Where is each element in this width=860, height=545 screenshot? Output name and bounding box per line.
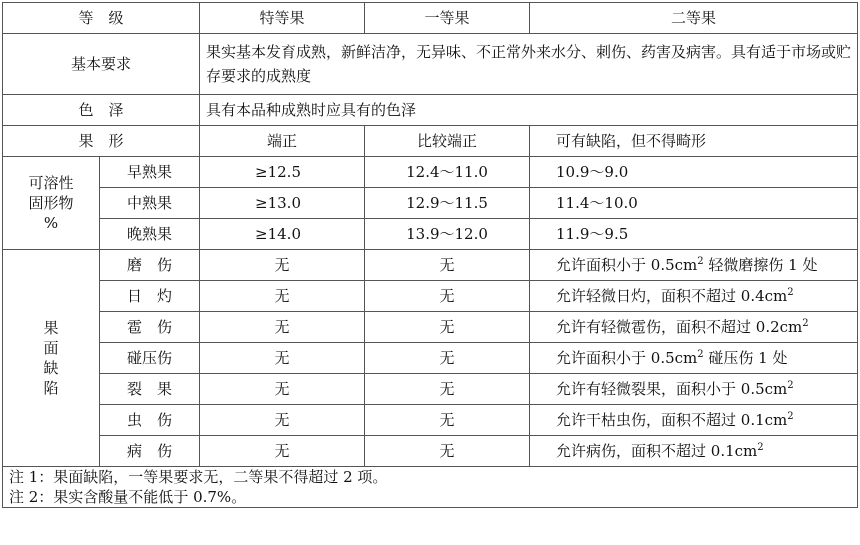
- shape-row: [3, 126, 858, 157]
- defects-label-char: 面: [43, 339, 59, 357]
- defect-name: 磨 伤: [100, 250, 200, 281]
- defects-label-char: 果: [43, 319, 59, 337]
- defect-special: 无: [200, 436, 365, 467]
- soluble-second: 11.4～10.0: [530, 188, 858, 219]
- defect-second: 允许病伤，面积不超过 $0.1cm^2$: [530, 436, 858, 467]
- soluble-first: 13.9～12.0: [365, 219, 530, 250]
- soluble-special: ≥14.0: [200, 219, 365, 250]
- soluble-row: [3, 219, 858, 250]
- defect-first: 无: [365, 281, 530, 312]
- soluble-row: [3, 157, 858, 188]
- defect-special: 无: [200, 250, 365, 281]
- defect-special: 无: [200, 312, 365, 343]
- defect-row: [3, 312, 858, 343]
- soluble-row: [3, 188, 858, 219]
- soluble-label-line1: 可溶性: [28, 174, 74, 192]
- shape-first: 比较端正: [365, 126, 530, 157]
- defect-row: [3, 250, 858, 281]
- defect-second: 允许有轻微裂果，面积小于 $0.5cm^2$: [530, 374, 858, 405]
- grade-table: [2, 2, 858, 508]
- basic-requirement-text: 果实基本发育成熟，新鲜洁净，无异味、不正常外来水分、刺伤、药害及病害。具有适于市场或贮存要求的成熟度: [200, 34, 858, 95]
- notes-row: [3, 467, 858, 508]
- shape-special: 端正: [200, 126, 365, 157]
- defect-second: 允许有轻微雹伤，面积不超过 $0.2cm^2$: [530, 312, 858, 343]
- shape-second: 可有缺陷，但不得畸形: [530, 126, 858, 157]
- defect-row: [3, 405, 858, 436]
- soluble-name: 晚熟果: [100, 219, 200, 250]
- defect-name: 雹 伤: [100, 312, 200, 343]
- defect-second: 允许面积小于 $0.5cm^2$ 碰压伤 1 处: [530, 343, 858, 374]
- header-row: [3, 3, 858, 34]
- defect-first: 无: [365, 343, 530, 374]
- basic-requirement-label: 基本要求: [3, 34, 200, 95]
- defect-first: 无: [365, 436, 530, 467]
- soluble-special: ≥12.5: [200, 157, 365, 188]
- soluble-first: 12.9～11.5: [365, 188, 530, 219]
- soluble-special: ≥13.0: [200, 188, 365, 219]
- defect-name: 病 伤: [100, 436, 200, 467]
- note-2: 注 2：果实含酸量不能低于 0.7%。: [9, 488, 247, 506]
- defects-label-char: 缺: [43, 359, 59, 377]
- soluble-second: 10.9～9.0: [530, 157, 858, 188]
- note-1: 注 1：果面缺陷，一等果要求无，二等果不得超过 2 项。: [9, 468, 388, 486]
- defect-row: [3, 374, 858, 405]
- header-first-grade: 一等果: [365, 3, 530, 34]
- defect-special: 无: [200, 281, 365, 312]
- defect-name: 裂 果: [100, 374, 200, 405]
- defects-label-char: 陷: [43, 379, 59, 397]
- defect-special: 无: [200, 405, 365, 436]
- defect-second: 允许干枯虫伤，面积不超过 $0.1cm^2$: [530, 405, 858, 436]
- shape-label: 果 形: [3, 126, 200, 157]
- defect-row: [3, 436, 858, 467]
- soluble-label-line3: %: [43, 214, 59, 232]
- soluble-second: 11.9～9.5: [530, 219, 858, 250]
- surface-defects-label: [3, 250, 100, 467]
- color-row: [3, 95, 858, 126]
- soluble-label-line2: 固形物: [28, 194, 74, 212]
- color-label: 色 泽: [3, 95, 200, 126]
- soluble-name: 早熟果: [100, 157, 200, 188]
- defect-first: 无: [365, 312, 530, 343]
- defect-first: 无: [365, 374, 530, 405]
- basic-requirement-row: [3, 34, 858, 95]
- notes-cell: [3, 467, 858, 508]
- defect-special: 无: [200, 374, 365, 405]
- defect-second: 允许面积小于 $0.5cm^2$ 轻微磨擦伤 1 处: [530, 250, 858, 281]
- color-text: 具有本品种成熟时应具有的色泽: [200, 95, 858, 126]
- grade-standard-document: [2, 2, 857, 542]
- header-special-grade: 特等果: [200, 3, 365, 34]
- header-grade: 等 级: [3, 3, 200, 34]
- defect-first: 无: [365, 405, 530, 436]
- defect-first: 无: [365, 250, 530, 281]
- soluble-name: 中熟果: [100, 188, 200, 219]
- defect-name: 碰压伤: [100, 343, 200, 374]
- defect-second: 允许轻微日灼，面积不超过 $0.4cm^2$: [530, 281, 858, 312]
- soluble-first: 12.4～11.0: [365, 157, 530, 188]
- defect-row: [3, 281, 858, 312]
- header-second-grade: 二等果: [530, 3, 858, 34]
- defect-row: [3, 343, 858, 374]
- defect-name: 虫 伤: [100, 405, 200, 436]
- defect-special: 无: [200, 343, 365, 374]
- defect-name: 日 灼: [100, 281, 200, 312]
- soluble-solids-label: [3, 157, 100, 250]
